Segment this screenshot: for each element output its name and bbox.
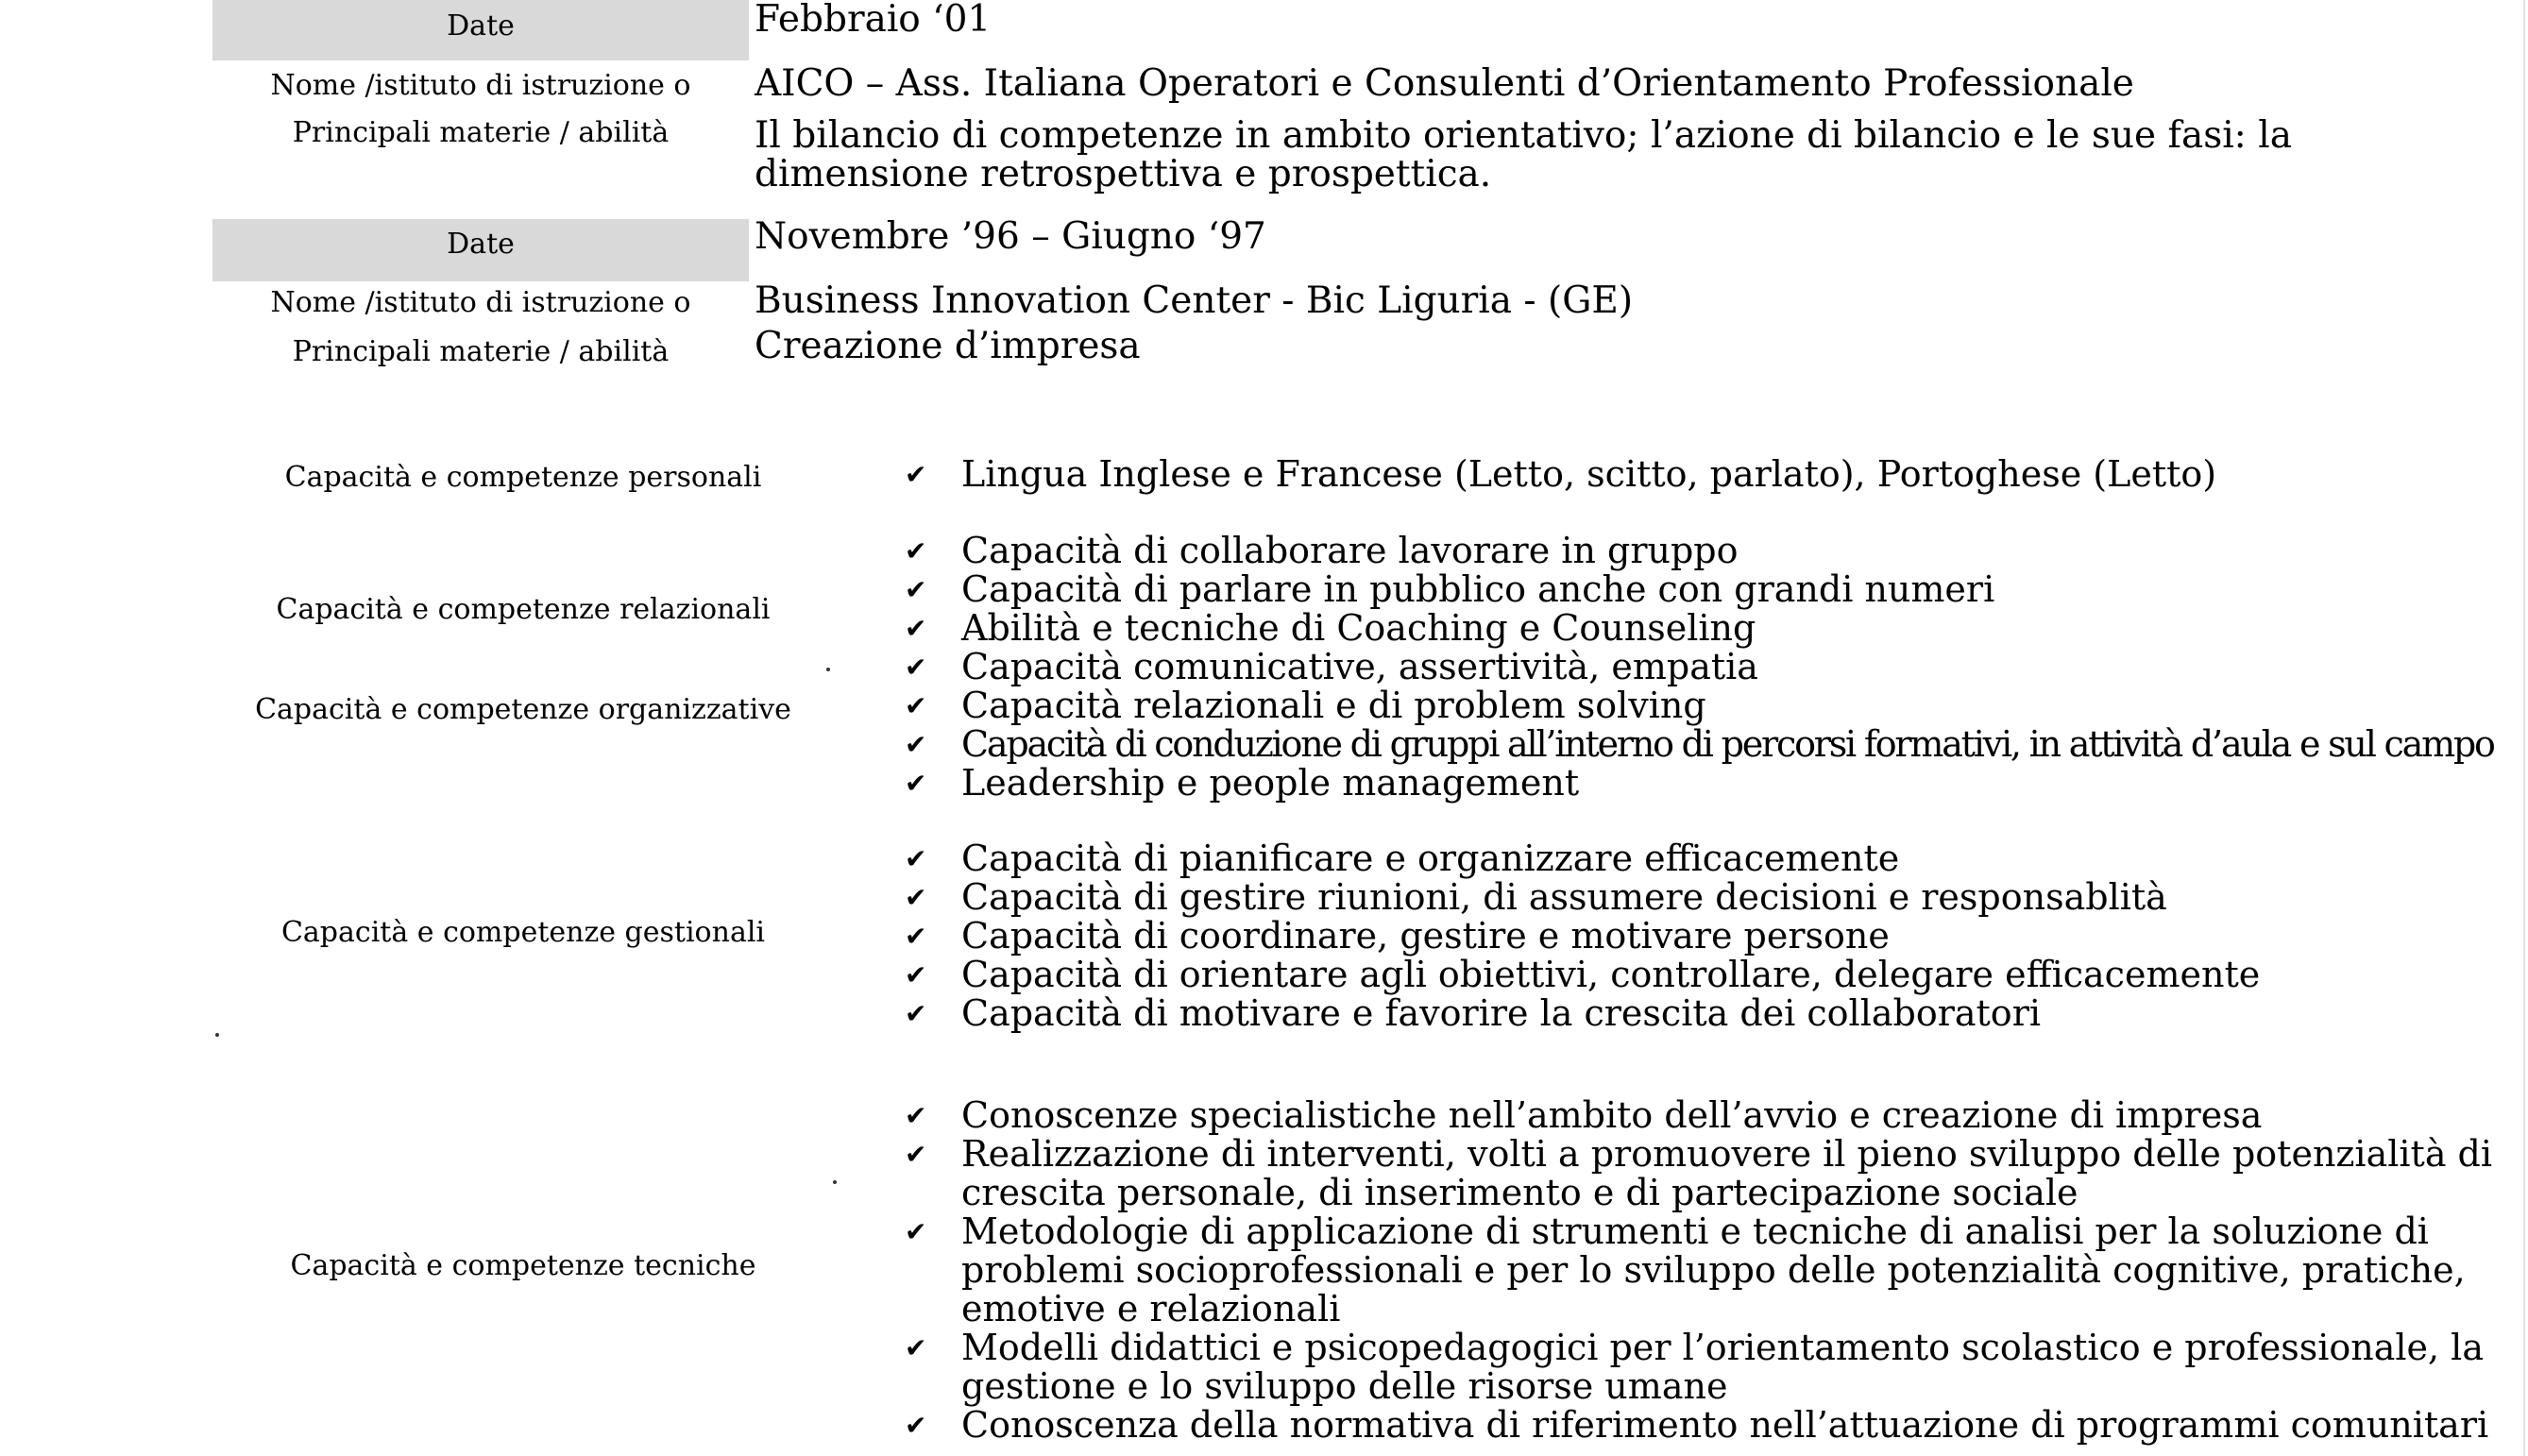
checkmark-icon: ✔: [905, 535, 927, 567]
list-item: ✔ Modelli didattici e psicopedagogici per l’orientamento scolastico e professionale, la gestione e lo sviluppo delle risorse umane: [905, 1327, 2484, 1407]
stray-dot: [826, 668, 830, 671]
list-item: ✔ Lingua Inglese e Francese (Letto, scitto, parlato), Portoghese (Letto): [905, 453, 2217, 495]
relational-skills-label: Capacità e competenze relazionali: [276, 593, 771, 626]
list-item: ✔ Capacità di gestire riunioni, di assumere decisioni e responsablità: [905, 876, 2167, 918]
technical-skills-label: Capacità e competenze tecniche: [290, 1249, 756, 1282]
personal-skills-list: [905, 455, 2216, 494]
institution-label: Nome /istituto di istruzione o: [270, 286, 691, 319]
checkmark-icon: ✔: [905, 843, 927, 874]
list-item: ✔ Abilità e tecniche di Coaching e Counseling: [905, 607, 1756, 649]
checkmark-icon: ✔: [905, 574, 927, 605]
checkmark-icon: ✔: [905, 998, 927, 1029]
date-value: Febbraio ‘01: [755, 0, 992, 41]
checkmark-icon: ✔: [905, 613, 927, 644]
subjects-label: Principali materie / abilità: [292, 116, 670, 149]
list-item: ✔ Conoscenza della normativa di riferimento nell’attuazione di programmi comunitari: [905, 1404, 2489, 1446]
checkmark-icon: ✔: [905, 1139, 927, 1170]
technical-skills-list: [905, 1096, 2510, 1445]
list-item: ✔ Capacità di parlare in pubblico anche con grandi numeri: [905, 568, 1995, 610]
checkmark-icon: ✔: [905, 768, 927, 799]
relational-skills-list: [905, 532, 2494, 803]
date-label: Date: [212, 0, 749, 60]
list-item: ✔ Leadership e people management: [905, 762, 1580, 804]
checkmark-icon: ✔: [905, 882, 927, 913]
subjects-value: Creazione d’impresa: [755, 325, 1141, 367]
list-item: ✔ Capacità di motivare e favorire la crescita dei collaboratori: [905, 992, 2042, 1034]
institution-value: Business Innovation Center - Bic Liguria - (GE): [755, 279, 1634, 322]
checkmark-icon: ✔: [905, 690, 927, 721]
date-label: Date: [212, 219, 749, 281]
checkmark-icon: ✔: [905, 1216, 927, 1247]
checkmark-icon: ✔: [905, 1410, 927, 1441]
list-item: ✔ Capacità di orientare agli obiettivi, controllare, delegare efficacemente: [905, 954, 2261, 995]
checkmark-icon: ✔: [905, 959, 927, 990]
checkmark-icon: ✔: [905, 1332, 927, 1363]
list-item: ✔ Realizzazione di interventi, volti a promuovere il pieno sviluppo delle potenzialità di crescita personale, di inserimento e di partecipazione sociale: [905, 1133, 2493, 1213]
checkmark-icon: ✔: [905, 921, 927, 952]
list-item: ✔ Metodologie di applicazione di strumenti e tecniche di analisi per la soluzione di problemi socioprofessionali e per lo sviluppo delle potenzialità cognitive, pratiche, emotive e relazionali: [905, 1211, 2466, 1329]
checkmark-icon: ✔: [905, 729, 927, 760]
subjects-value: Il bilancio di competenze in ambito orientativo; l’azione di bilancio e le sue fasi: la dimensione retrospettiva e prospettica.: [755, 114, 2292, 195]
checkmark-icon: ✔: [905, 459, 927, 490]
list-item: ✔ Capacità comunicative, assertività, empatia: [905, 646, 1758, 687]
page-edge: [2523, 0, 2525, 1456]
list-item: ✔ Capacità di coordinare, gestire e motivare persone: [905, 915, 1890, 957]
list-item: ✔ Capacità relazionali e di problem solving: [905, 685, 1706, 726]
management-skills-label: Capacità e competenze gestionali: [280, 916, 766, 949]
organizational-skills-label: Capacità e competenze organizzative: [255, 693, 791, 726]
checkmark-icon: ✔: [905, 652, 927, 683]
institution-value: AICO – Ass. Italiana Operatori e Consulenti d’Orientamento Professionale: [755, 62, 2134, 105]
subjects-label: Principali materie / abilità: [292, 335, 670, 368]
checkmark-icon: ✔: [905, 1100, 927, 1131]
date-value: Novembre ’96 – Giugno ‘97: [755, 215, 1266, 258]
institution-label: Nome /istituto di istruzione o: [270, 69, 691, 102]
list-item: ✔ Conoscenze specialistiche nell’ambito dell’avvio e creazione di impresa: [905, 1094, 2263, 1136]
stray-dot: [215, 1033, 219, 1037]
list-item: ✔ Capacità di collaborare lavorare in gruppo: [905, 530, 1739, 571]
personal-skills-label: Capacità e competenze personali: [284, 461, 762, 494]
list-item: ✔ Capacità di pianificare e organizzare efficacemente: [905, 838, 1900, 879]
management-skills-list: [905, 839, 2260, 1033]
stray-dot: [833, 1180, 837, 1184]
list-item: ✔ Capacità di conduzione di gruppi all’interno di percorsi formativi, in attività d’aula e sul campo: [905, 723, 2494, 765]
